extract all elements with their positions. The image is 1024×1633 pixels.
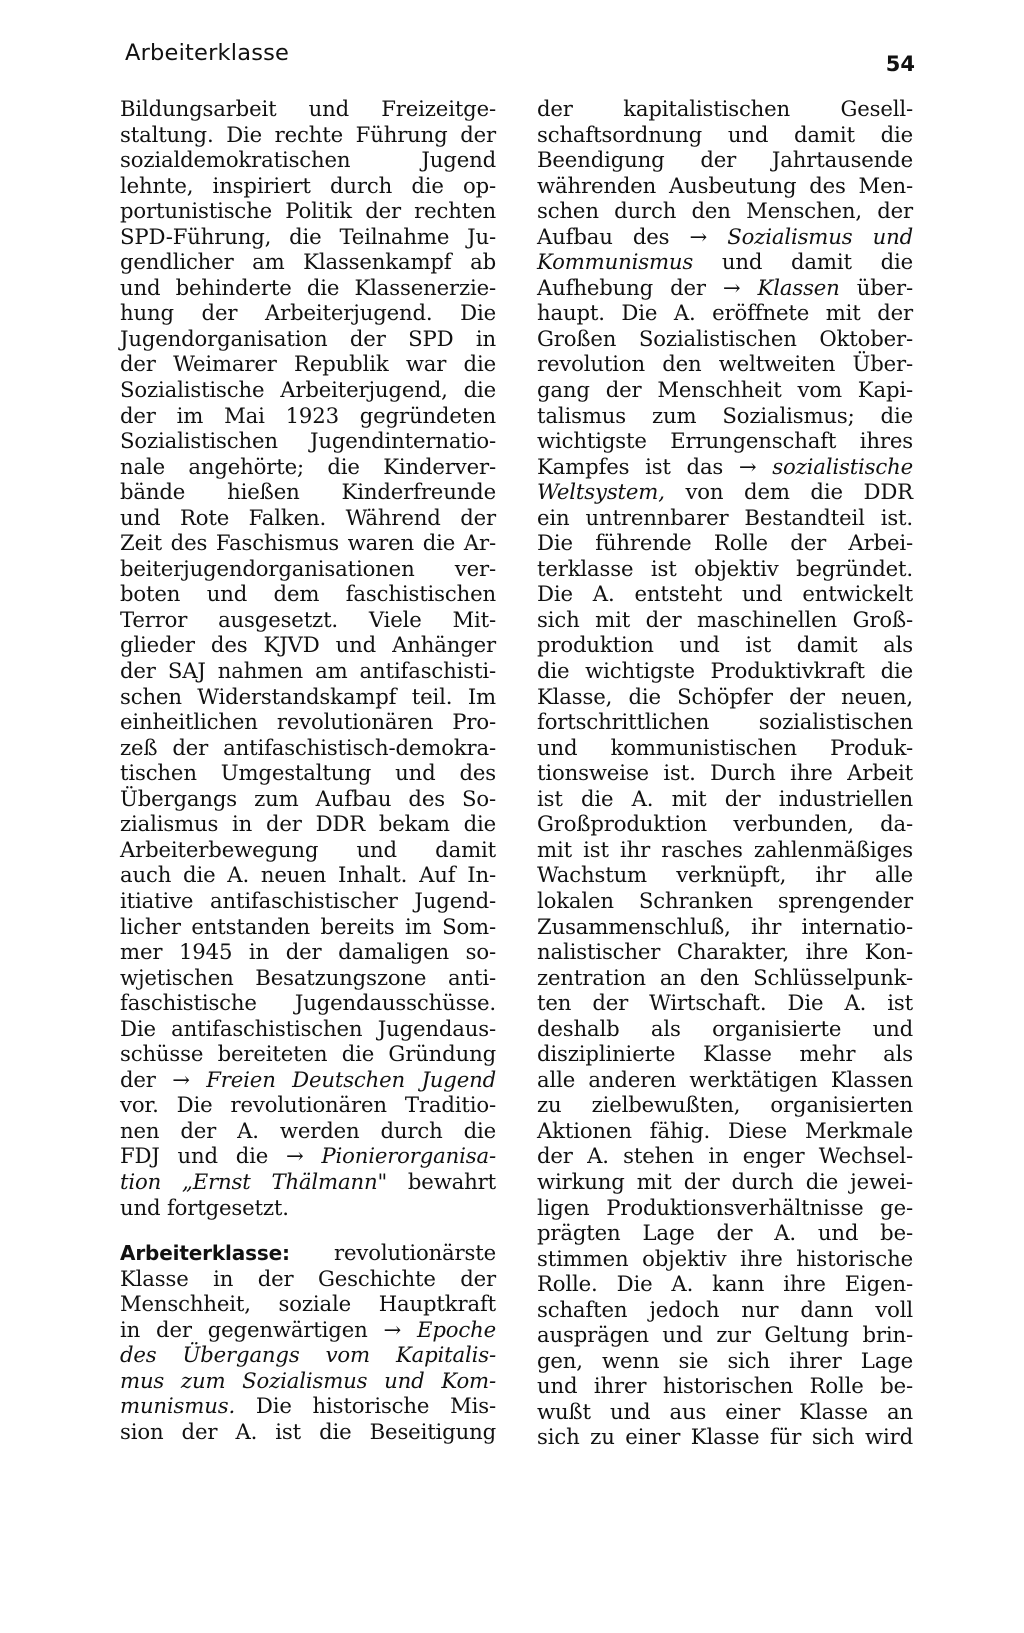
cross-reference-arrow-icon: → [689, 223, 708, 249]
text-line: und kommunistischen Produk- [537, 734, 913, 760]
text-line: faschistische Jugendausschüsse. [120, 990, 496, 1016]
text-line: SPD-Führung, die Teilnahme Ju- [120, 223, 496, 249]
text-line: schaften jedoch nur dann voll [537, 1296, 913, 1322]
text-line: ten der Wirtschaft. Die A. ist [537, 990, 913, 1016]
text-run: Die historische Mis- [235, 1393, 496, 1419]
text-line: wußt und aus einer Klasse an [537, 1398, 913, 1424]
text-line: wirkung mit der durch die jewei- [537, 1168, 913, 1194]
cross-reference-arrow-icon: → [172, 1066, 190, 1092]
text-run: revolutionärste [289, 1240, 496, 1266]
running-head: Arbeiterklasse [125, 40, 290, 66]
cross-reference: Pionierorganisa- [303, 1143, 496, 1169]
text-line: produktion und ist damit als [537, 632, 913, 658]
text-line: schaftsordnung und damit die [537, 121, 913, 147]
text-line: itiative antifaschistischer Jugend- [120, 887, 496, 913]
text-line: haupt. Die A. eröffnete mit der [537, 300, 913, 326]
text-line: Jugendorganisation der SPD in [120, 325, 496, 351]
cross-reference: Freien Deutschen Jugend [189, 1066, 496, 1092]
text-line: staltung. Die rechte Führung der [120, 121, 496, 147]
right-column [537, 96, 913, 1450]
text-line: zentration an den Schlüsselpunk- [537, 964, 913, 990]
text-run: von dem die DDR [664, 479, 913, 505]
text-run: bewahrt [387, 1168, 496, 1194]
text-run: FDJ und die [120, 1143, 286, 1169]
text-line: der im Mai 1923 gegründeten [120, 402, 496, 428]
cross-reference: Klassen [740, 274, 840, 300]
text-run: Aufbau des [537, 223, 690, 249]
text-line: boten und dem faschistischen [120, 581, 496, 607]
text-line: der SAJ nahmen am antifaschisti- [120, 658, 496, 684]
text-line: wichtigste Errungenschaft ihres [537, 428, 913, 454]
text-run: Kampfes ist das [537, 453, 739, 479]
text-line [120, 1317, 496, 1343]
text-line: Aktionen fähig. Diese Merkmale [537, 1117, 913, 1143]
text-line: nalistischer Charakter, ihre Kon- [537, 939, 913, 965]
text-line: Sozialistische Arbeiterjugend, die [120, 377, 496, 403]
text-line: disziplinierte Klasse mehr als [537, 1041, 913, 1067]
text-line: Großproduktion verbunden, da- [537, 811, 913, 837]
text-line: fortschrittlichen sozialistischen [537, 709, 913, 735]
text-line: sich zu einer Klasse für sich wird [537, 1424, 913, 1450]
text-line: Bildungsarbeit und Freizeitge- [120, 96, 496, 121]
text-line: nen der A. werden durch die [120, 1117, 496, 1143]
text-line: des Übergangs vom Kapitalis- [120, 1342, 496, 1368]
text-line: sion der A. ist die Beseitigung [120, 1418, 496, 1444]
text-line: mus zum Sozialismus und Kom- [120, 1367, 496, 1393]
text-run: und damit die [693, 249, 913, 275]
text-line: Terror ausgesetzt. Viele Mit- [120, 606, 496, 632]
text-line: und fortgesetzt. [120, 1194, 289, 1220]
text-line: vor. Die revolutionären Traditio- [120, 1092, 496, 1118]
page-number: 54 [885, 52, 915, 76]
text-run: Aufhebung der [537, 274, 723, 300]
text-line: tischen Umgestaltung und des [120, 760, 496, 786]
text-line [537, 479, 913, 505]
text-line: Beendigung der Jahrtausende [537, 147, 913, 173]
entry-term: Arbeiterklasse: [120, 1241, 290, 1266]
text-line: und ihrer historischen Rolle be- [537, 1373, 913, 1399]
text-line: portunistische Politik der rechten [120, 198, 496, 224]
text-line: und Rote Falken. Während der [120, 504, 496, 530]
text-line [537, 249, 913, 275]
text-line: schüsse bereiteten die Gründung [120, 1041, 496, 1067]
text-line: sich mit der maschinellen Groß- [537, 606, 913, 632]
text-line: der A. stehen in enger Wechsel- [537, 1143, 913, 1169]
text-line: gen, wenn sie sich ihrer Lage [537, 1347, 913, 1373]
text-line: Großen Sozialistischen Oktober- [537, 325, 913, 351]
text-line: Zusammenschluß, ihr internatio- [537, 913, 913, 939]
text-line: Die führende Rolle der Arbei- [537, 530, 913, 556]
text-line: Sozialistischen Jugendinternatio- [120, 428, 496, 454]
text-line: Die antifaschistischen Jugendaus- [120, 1015, 496, 1041]
cross-reference: Sozialismus und [707, 223, 913, 249]
text-line: talismus zum Sozialismus; die [537, 402, 913, 428]
text-line: lehnte, inspiriert durch die op- [120, 172, 496, 198]
cross-reference: Kommunismus [537, 249, 694, 275]
text-line: der Weimarer Republik war die [120, 351, 496, 377]
text-line: einheitlichen revolutionären Pro- [120, 709, 496, 735]
text-line: Rolle. Die A. kann ihre Eigen- [537, 1271, 913, 1297]
cross-reference-arrow-icon: → [722, 274, 741, 300]
text-line: hung der Arbeiterjugend. Die [120, 300, 496, 326]
cross-reference: munismus. [120, 1393, 236, 1419]
text-line: schen durch den Menschen, der [537, 198, 913, 224]
text-line: Zeit des Faschismus waren die Ar- [120, 530, 496, 556]
cross-reference: tion „Ernst Thälmann" [120, 1168, 388, 1194]
text-line: bände hießen Kinderfreunde [120, 479, 496, 505]
text-line: Die A. entsteht und entwickelt [537, 581, 913, 607]
text-line: ligen Produktionsverhältnisse ge- [537, 1194, 913, 1220]
cross-reference-arrow-icon: → [285, 1143, 304, 1169]
text-run: über- [839, 274, 913, 300]
cross-reference-arrow-icon: → [738, 453, 757, 479]
text-line: zu zielbewußten, organisierten [537, 1092, 913, 1118]
text-line: der kapitalistischen Gesell- [537, 96, 913, 121]
text-line: deshalb als organisierte und [537, 1015, 913, 1041]
text-line [537, 275, 913, 301]
cross-reference: Weltsystem, [537, 479, 665, 505]
text-line: tionsweise ist. Durch ihre Arbeit [537, 760, 913, 786]
text-line: Wachstum verknüpft, ihr alle [537, 862, 913, 888]
text-line [120, 1143, 496, 1169]
text-line: Klasse in der Geschichte der [120, 1265, 496, 1291]
entry-first-line [120, 1240, 496, 1266]
text-run: in der gegenwärtigen [120, 1316, 384, 1342]
text-line: gendlicher am Klassenkampf ab [120, 249, 496, 275]
text-line: Menschheit, soziale Hauptkraft [120, 1291, 496, 1317]
text-line: alle anderen werktätigen Klassen [537, 1066, 913, 1092]
text-line [120, 1169, 496, 1195]
text-line: zeß der antifaschistisch-demokra- [120, 734, 496, 760]
text-line: Klasse, die Schöpfer der neuen, [537, 683, 913, 709]
text-line: ausprägen und zur Geltung brin- [537, 1322, 913, 1348]
cross-reference-arrow-icon: → [383, 1316, 402, 1342]
text-line: ist die A. mit der industriellen [537, 785, 913, 811]
text-line: glieder des KJVD und Anhänger [120, 632, 496, 658]
text-line: licher entstanden bereits im Som- [120, 913, 496, 939]
text-line [537, 224, 913, 250]
text-line: zialismus in der DDR bekam die [120, 811, 496, 837]
text-line: beiterjugendorganisationen ver- [120, 555, 496, 581]
cross-reference: sozialistische [756, 453, 914, 479]
text-line: mit ist ihr rasches zahlenmäßiges [537, 836, 913, 862]
text-line: sozialdemokratischen Jugend [120, 147, 496, 173]
text-line: terklasse ist objektiv begründet. [537, 555, 913, 581]
text-line: und behinderte die Klassenerzie- [120, 274, 496, 300]
text-line: gang der Menschheit vom Kapi- [537, 377, 913, 403]
text-line: nale angehörte; die Kinderver- [120, 453, 496, 479]
text-line: prägten Lage der A. und be- [537, 1220, 913, 1246]
text-line: Übergangs zum Aufbau des So- [120, 785, 496, 811]
cross-reference: Epoche [401, 1316, 496, 1342]
text-line [120, 1393, 496, 1419]
text-line: ein untrennbarer Bestandteil ist. [537, 504, 913, 530]
text-line: währenden Ausbeutung des Men- [537, 172, 913, 198]
text-line: revolution den weltweiten Über- [537, 351, 913, 377]
left-column [120, 96, 496, 1444]
text-run: der [120, 1066, 173, 1092]
text-line: auch die A. neuen Inhalt. Auf In- [120, 862, 496, 888]
text-line [537, 454, 913, 480]
text-line: schen Widerstandskampf teil. Im [120, 683, 496, 709]
text-line: Arbeiterbewegung und damit [120, 836, 496, 862]
text-line: die wichtigste Produktivkraft die [537, 658, 913, 684]
text-line: mer 1945 in der damaligen so- [120, 939, 496, 965]
text-line: stimmen objektiv ihre historische [537, 1245, 913, 1271]
text-line: lokalen Schranken sprengender [537, 887, 913, 913]
text-line [120, 1067, 496, 1093]
text-line: wjetischen Besatzungszone anti- [120, 964, 496, 990]
page-header [125, 36, 915, 78]
